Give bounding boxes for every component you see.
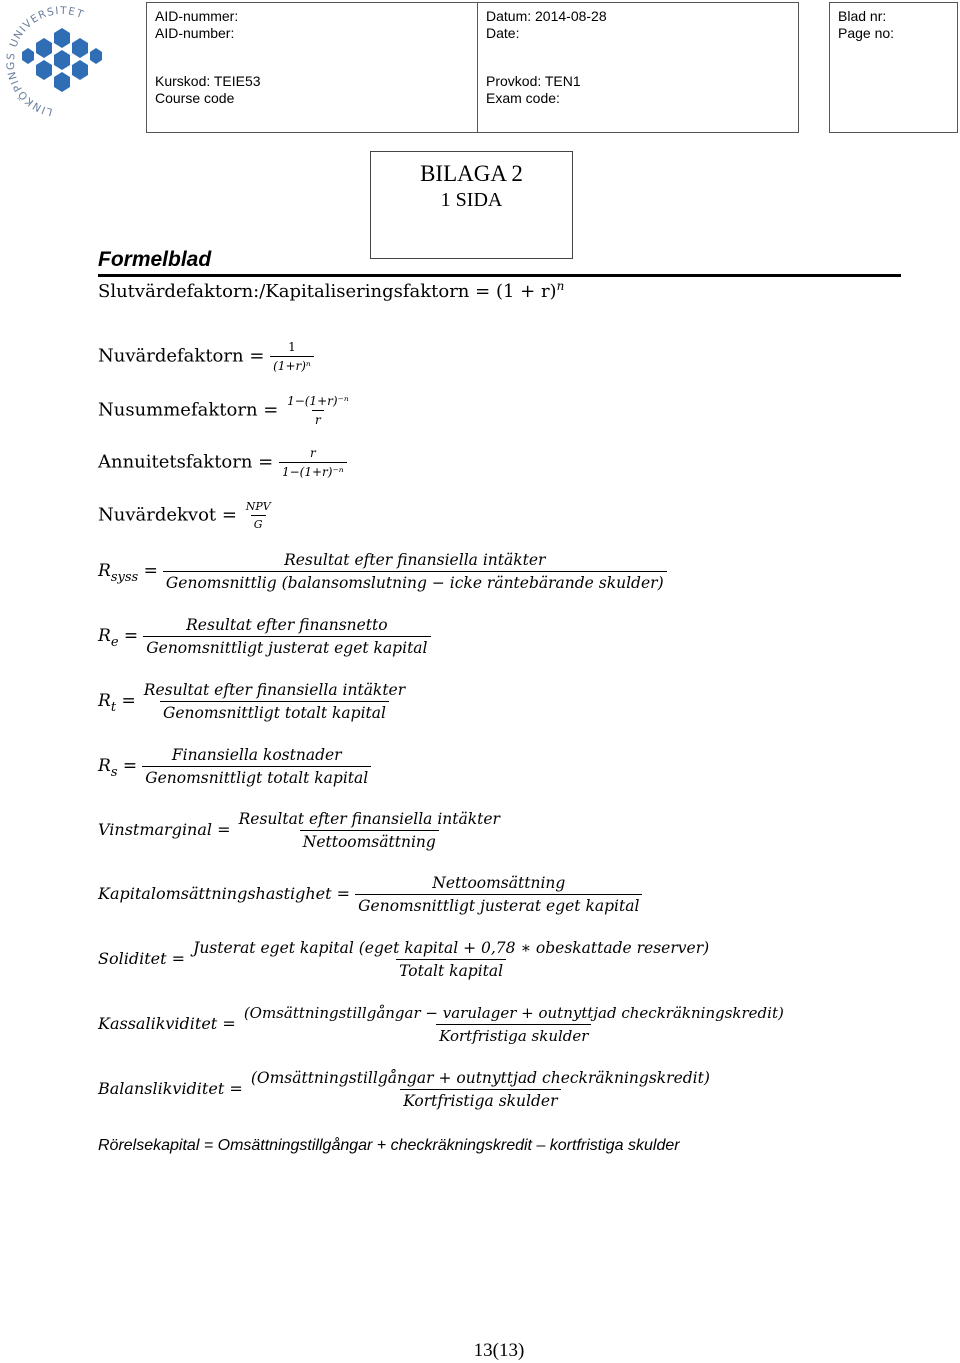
appendix-pages: 1 SIDA — [440, 189, 503, 211]
nusumme-num: 1−(1+r)⁻ⁿ — [287, 394, 349, 408]
formula-rsyss — [98, 551, 667, 592]
formula-vinstmarginal — [98, 810, 503, 851]
nusumme-den: r — [312, 410, 324, 427]
annuitet-lhs: Annuitetsfaktorn = — [98, 451, 279, 473]
balanslikviditet-den: Kortfristiga skulder — [400, 1089, 560, 1110]
formula-nuvardekvot — [98, 500, 274, 531]
svg-text:LINKÖPINGS UNIVERSITET: LINKÖPINGS UNIVERSITET — [4, 4, 86, 118]
kapitalomsattning-num: Nettoomsättning — [432, 874, 566, 892]
annuitet-num: r — [309, 446, 316, 460]
kapitalomsattning-den: Genomsnittligt justerat eget kapital — [355, 894, 642, 915]
exam-code-en: Exam code: — [486, 90, 560, 106]
aid-label-sv: AID-nummer: — [155, 8, 239, 24]
appendix-title: BILAGA 2 — [420, 161, 523, 186]
title-rule — [98, 274, 901, 277]
kapitalomsattning-lhs: Kapitalomsättningshastighet = — [98, 884, 351, 903]
balanslikviditet-lhs: Balanslikviditet = — [98, 1079, 243, 1098]
section-title: Formelblad — [98, 248, 212, 271]
slutvarde-rhs: (1 + r) — [495, 281, 557, 302]
soliditet-num: Justerat eget kapital (eget kapital + 0,78 ∗ obeskattade reserver) — [193, 939, 710, 957]
nuvarde-num: 1 — [288, 340, 296, 354]
rsyss-den: Genomsnittlig (balansomslutning − icke räntebärande skulder) — [163, 571, 667, 592]
rsyss-eq: = — [138, 561, 158, 581]
sheet-label-sv: Blad nr: — [838, 8, 887, 24]
nuvardekvot-den: G — [251, 515, 266, 531]
balanslikviditet-num: (Omsättningstillgångar + outnyttjad checkräkningskredit) — [250, 1069, 710, 1087]
rs-den: Genomsnittligt totalt kapital — [142, 766, 371, 787]
formula-annuitet — [98, 446, 347, 479]
rt-sub: t — [110, 700, 117, 715]
soliditet-lhs: Soliditet = — [98, 949, 186, 968]
formula-re — [98, 616, 431, 657]
re-sub: e — [110, 635, 119, 650]
re-den: Genomsnittligt justerat eget kapital — [143, 636, 430, 657]
nuvarde-den: (1+r)ⁿ — [270, 356, 314, 373]
date-label-sv: Datum: 2014-08-28 — [486, 8, 607, 24]
sheet-cell — [829, 2, 958, 133]
rt-num: Resultat efter finansiella intäkter — [143, 681, 406, 699]
formula-kapitalomsattning — [98, 874, 642, 915]
kassalikviditet-lhs: Kassalikviditet = — [98, 1014, 236, 1033]
rsyss-sub: syss — [110, 570, 139, 585]
course-code-en: Course code — [155, 90, 235, 106]
kassalikviditet-den: Kortfristiga skulder — [436, 1024, 591, 1045]
vinstmarginal-den: Nettoomsättning — [300, 830, 439, 851]
rs-num: Finansiella kostnader — [171, 746, 342, 764]
date-cell — [477, 2, 799, 133]
vinstmarginal-lhs: Vinstmarginal = — [98, 820, 231, 839]
slutvarde-exp: n — [556, 279, 565, 293]
aid-cell — [146, 2, 478, 133]
nusumme-lhs: Nusummefaktorn = — [98, 399, 285, 421]
formula-nusumme — [98, 394, 352, 427]
exam-code-sv: Provkod: TEN1 — [486, 73, 581, 89]
vinstmarginal-num: Resultat efter finansiella intäkter — [238, 810, 500, 828]
rs-sub: s — [110, 765, 118, 780]
re-eq: = — [118, 626, 139, 646]
rsyss-r: R — [98, 561, 111, 581]
re-r: R — [98, 626, 111, 646]
slutvarde-lhs: Slutvärdefaktorn:/Kapitaliseringsfaktorn = — [98, 281, 496, 302]
nuvardekvot-lhs: Nuvärdekvot = — [98, 504, 243, 526]
rt-den: Genomsnittligt totalt kapital — [160, 701, 389, 722]
formula-kassalikviditet — [98, 1004, 787, 1045]
kassalikviditet-num: (Omsättningstillgångar − varulager + outnyttjad checkräkningskredit) — [243, 1004, 784, 1022]
university-logo — [0, 0, 125, 125]
rs-r: R — [98, 756, 111, 776]
formula-rorelsekapital: Rörelsekapital = Omsättningstillgångar + checkräkningskredit – kortfristiga skulder — [98, 1137, 680, 1154]
sheet-label-en: Page no: — [838, 25, 895, 41]
rt-eq: = — [116, 691, 136, 711]
formula-rt — [98, 681, 408, 722]
rs-eq: = — [117, 756, 138, 776]
rt-r: R — [98, 691, 111, 711]
formula-soliditet — [98, 939, 712, 980]
nuvardekvot-num: NPV — [245, 500, 271, 513]
annuitet-den: 1−(1+r)⁻ⁿ — [279, 462, 347, 479]
formula-slutvarde — [98, 279, 564, 302]
formula-balanslikviditet — [98, 1069, 713, 1110]
page-number: 13(13) — [473, 1340, 525, 1361]
re-num: Resultat efter finansnetto — [186, 616, 388, 634]
formula-rs — [98, 746, 371, 787]
course-code-sv: Kurskod: TEIE53 — [155, 73, 261, 89]
appendix-box — [370, 151, 573, 259]
rsyss-num: Resultat efter finansiella intäkter — [284, 551, 546, 569]
formula-nuvarde — [98, 340, 314, 373]
nuvarde-lhs: Nuvärdefaktorn = — [98, 345, 271, 367]
date-label-en: Date: — [486, 25, 520, 41]
aid-label-en: AID-number: — [155, 25, 235, 41]
soliditet-den: Totalt kapital — [396, 959, 506, 980]
